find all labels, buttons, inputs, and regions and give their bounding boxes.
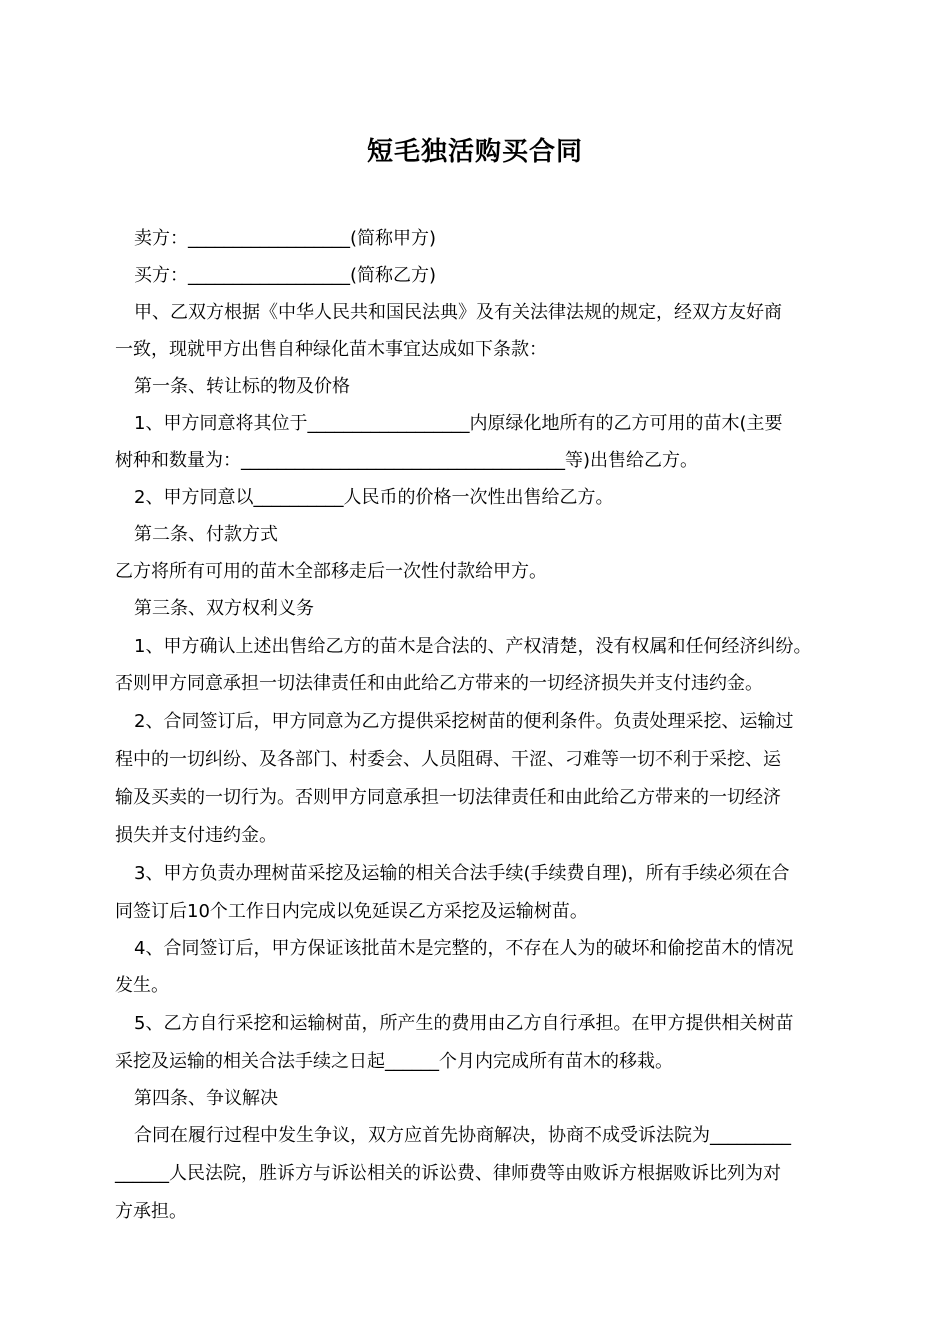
- article-1-clause-2: 2、甲方同意以__________人民币的价格一次性出售给乙方。: [134, 487, 614, 508]
- article-3-heading: 第三条、双方权利义务: [134, 598, 314, 619]
- article-4-heading: 第四条、争议解决: [134, 1088, 278, 1109]
- article-4-body-line-1: 合同在履行过程中发生争议，双方应首先协商解决，协商不成受诉法院为_________: [134, 1125, 791, 1146]
- article-2-body: 乙方将所有可用的苗木全部移走后一次性付款给甲方。: [115, 561, 547, 582]
- seller-line: 卖方：__________________(简称甲方): [134, 228, 437, 249]
- article-3-clause-3-line-1: 3、甲方负责办理树苗采挖及运输的相关合法手续(手续费自理)，所有手续必须在合: [134, 863, 790, 884]
- contract-title: 短毛独活购买合同: [366, 137, 583, 167]
- article-4-body-line-2: ______人民法院，胜诉方与诉讼相关的诉讼费、律师费等由败诉方根据败诉比列为对: [115, 1163, 781, 1184]
- article-3-clause-4-line-1: 4、合同签订后，甲方保证该批苗木是完整的，不存在人为的破坏和偷挖苗木的情况: [134, 938, 794, 959]
- article-3-clause-1-line-1: 1、甲方确认上述出售给乙方的苗木是合法的、产权清楚，没有权属和任何经济纠纷。: [134, 636, 812, 657]
- article-3-clause-2-line-4: 损失并支付违约金。: [115, 825, 277, 846]
- article-3-clause-3-line-2: 同签订后10个工作日内完成以免延误乙方采挖及运输树苗。: [115, 901, 588, 922]
- article-3-clause-2-line-3: 输及买卖的一切行为。否则甲方同意承担一切法律责任和由此给乙方带来的一切经济: [115, 787, 781, 808]
- article-1-clause-1-line-2: 树种和数量为：____________________________________等)出售给乙方。: [115, 450, 699, 471]
- article-1-clause-1-line-1: 1、甲方同意将其位于__________________内原绿化地所有的乙方可用的苗木(主要: [134, 413, 783, 434]
- buyer-line: 买方：__________________(简称乙方): [134, 265, 437, 286]
- article-3-clause-5-line-2: 采挖及运输的相关合法手续之日起______个月内完成所有苗木的移栽。: [115, 1051, 673, 1072]
- article-3-clause-1-line-2: 否则甲方同意承担一切法律责任和由此给乙方带来的一切经济损失并支付违约金。: [115, 673, 763, 694]
- article-4-body-line-3: 方承担。: [115, 1201, 187, 1222]
- article-3-clause-2-line-1: 2、合同签订后，甲方同意为乙方提供采挖树苗的便利条件。负责处理采挖、运输过: [134, 711, 794, 732]
- article-1-heading: 第一条、转让标的物及价格: [134, 376, 350, 397]
- article-3-clause-5-line-1: 5、乙方自行采挖和运输树苗，所产生的费用由乙方自行承担。在甲方提供相关树苗: [134, 1013, 794, 1034]
- article-3-clause-2-line-2: 程中的一切纠纷、及各部门、村委会、人员阻碍、干涩、刁难等一切不利于采挖、运: [115, 749, 781, 770]
- article-2-heading: 第二条、付款方式: [134, 524, 278, 545]
- preamble-line-2: 一致，现就甲方出售自种绿化苗木事宜达成如下条款：: [115, 339, 547, 360]
- article-3-clause-4-line-2: 发生。: [115, 975, 169, 996]
- preamble-line-1: 甲、乙双方根据《中华人民共和国民法典》及有关法律法规的规定，经双方友好商: [134, 302, 782, 323]
